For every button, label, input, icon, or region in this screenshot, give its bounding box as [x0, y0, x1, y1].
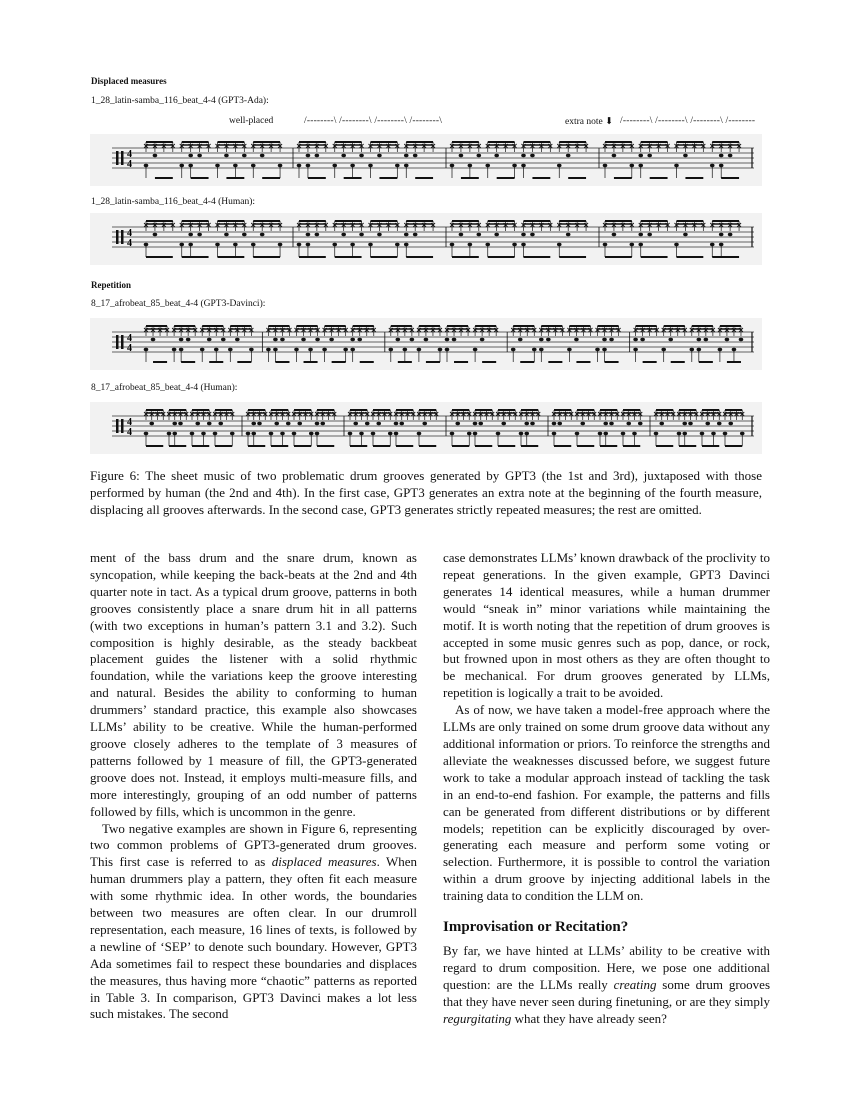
- measure: [144, 221, 283, 257]
- arrow-down-icon: ⬇: [605, 117, 614, 127]
- percussion-clef: [116, 419, 119, 433]
- paragraph: As of now, we have taken a model-free approach where the LLMs are only trained on some drum groove data without any additional information or priors. To reinforce the strengths and alleviate the weaknesses discussed before, we suggest future work to take a modular approach instead of tackling the task in an end-to-end fashion. For example, the patterns and fills can be generated from different distributions or by different models; repetition can be explicitly discouraged by over-generating each measure and perform some voting or selection. Furthermore, it is possible to control the variation within a drum groove by injecting additional labels in the training data to condition the LLM on.: [443, 702, 770, 904]
- section-title-repetition: Repetition: [91, 280, 131, 290]
- annotation-well-placed: well-placed: [229, 116, 274, 126]
- percussion-clef: [121, 419, 124, 433]
- text-span: . When human drummers play a pattern, they often fit each measure with some rhythmic idea. In other words, the boundaries between two measures are often clear. In our drumroll representation, each measure, 16 lines of texts, is followed by a newline of ‘SEP’ to denote such boundary. However, GPT3 Ada sometimes fail to respect these boundaries and displaces the measures, thus having more “chaotic” patterns as reported in Table 3. In comparison, GPT3 Davinci makes a lot less such mistakes. The second: [90, 854, 418, 1022]
- percussion-clef: [121, 151, 124, 165]
- time-signature-bottom: 4: [127, 427, 132, 438]
- measure: [144, 326, 254, 362]
- time-signature-top: 4: [127, 149, 132, 160]
- staff-human-afrobeat: [90, 402, 762, 454]
- measure: [242, 410, 336, 446]
- section-heading: Improvisation or Recitation?: [443, 919, 629, 936]
- measure: [599, 142, 741, 178]
- text-span: what they have already seen?: [511, 1010, 667, 1026]
- measure: [293, 142, 435, 178]
- measure: [650, 410, 745, 446]
- percussion-clef: [116, 230, 119, 244]
- text-span: By far, we have hinted at LLMs’ ability to be creative with regard to drum composition. Here, we pose one additional question: are the LLMs really: [443, 943, 770, 992]
- measure: [599, 221, 741, 257]
- time-signature-bottom: 4: [127, 343, 132, 354]
- measure: [507, 326, 620, 362]
- measure: [144, 142, 283, 178]
- annotation-extra-note-marks: /--------\ /--------\ /--------\ /--------: [620, 116, 756, 126]
- left-column: [90, 550, 417, 1023]
- measure: [630, 326, 744, 362]
- emphasis: regurgitating: [443, 1010, 512, 1026]
- time-signature-top: 4: [127, 333, 132, 344]
- percussion-clef: [116, 335, 119, 349]
- measure: [293, 221, 435, 257]
- percussion-clef: [121, 230, 124, 244]
- emphasis: displaced measures: [271, 854, 377, 870]
- staff-gpt3-ada: [90, 134, 762, 186]
- staff-label: 1_28_latin-samba_116_beat_4-4 (Human):: [91, 197, 256, 207]
- measure: [344, 410, 438, 446]
- figure-caption: Figure 6: The sheet music of two problematic drum grooves generated by GPT3 (the 1st and 3rd), juxtaposed with those performed by human (the 2nd and 4th). In the first case, GPT3 generates an extra note at the beginning of the fourth measure, displacing all grooves afterwards. In the second case, GPT3 generates strictly repeated measures; the rest are omitted.: [90, 468, 762, 517]
- time-signature-top: 4: [127, 417, 132, 428]
- text-span: some drum grooves that they have never seen during finetuning, or are they simply: [443, 976, 770, 1009]
- staff-label: 8_17_afrobeat_85_beat_4-4 (GPT3-Davinci):: [91, 299, 266, 309]
- time-signature-bottom: 4: [127, 238, 132, 249]
- staff-label: 1_28_latin-samba_116_beat_4-4 (GPT3-Ada):: [91, 96, 269, 106]
- right-column: [443, 550, 770, 1028]
- staff-human-samba: [90, 213, 762, 265]
- measure: [385, 326, 498, 362]
- staff-gpt3-davinci: [90, 318, 762, 370]
- paragraph: case demonstrates LLMs’ known drawback of the proclivity to repeat generations. In the given example, GPT3 Davinci generates 14 identical measures, while a human drummer would “sneak in” minor variations while maintaining the motif. It is worth noting that the repetition of drum grooves is accepted in some music genres such as pop, dance, or rock, but frowned upon in most others as they are often thought to be mechanical. For drum grooves generated by LLMs, repetition is logically a trait to be avoided.: [443, 550, 770, 701]
- percussion-clef: [116, 151, 119, 165]
- text-span: Two negative examples are shown in Figure 6, representing two common problems of GPT3-generated drum grooves. This first case is referred to as: [90, 820, 417, 870]
- time-signature-top: 4: [127, 228, 132, 239]
- section-title-displaced: Displaced measures: [91, 76, 167, 86]
- paragraph: [90, 821, 417, 1024]
- time-signature-bottom: 4: [127, 159, 132, 170]
- emphasis: creating: [613, 976, 657, 992]
- measure: [262, 326, 375, 362]
- measure: [144, 410, 235, 446]
- paragraph: ment of the bass drum and the snare drum, known as syncopation, while keeping the back-beats at the 2nd and 4th quarter note in tact. As a typical drum groove, patterns in both grooves consistently place a snare drum hit in all patterns (with two exceptions in human’s pattern 3.1 and 3.2). Such composition is highly desirable, as the steady backbeat placement guides the listener with a solid rhythmic foundation, while the variations keep the groove interesting and natural. Besides the ability to conforming to human drummers’ standard practice, this example also showcases LLMs’ ability to be creative. While the human-performed groove closely adheres to the template of 3 measures of patterns followed by 1 measure of fill, the GPT3-generated groove does not. Instead, it employs multi-measure fills, and more interestingly, grouping of an odd number of patterns followed by fills, which is uncommon in the genre.: [90, 550, 417, 819]
- measure: [446, 142, 588, 178]
- annotation-extra-note-text: extra note: [565, 117, 603, 127]
- measure: [446, 410, 540, 446]
- annotation-extra-note: [565, 116, 613, 127]
- percussion-clef: [121, 335, 124, 349]
- annotation-well-placed-marks: /--------\ /--------\ /--------\ /--------\: [304, 116, 443, 126]
- measure: [548, 410, 643, 446]
- measure: [446, 221, 588, 257]
- staff-label: 8_17_afrobeat_85_beat_4-4 (Human):: [91, 383, 238, 393]
- paragraph: [443, 943, 770, 1028]
